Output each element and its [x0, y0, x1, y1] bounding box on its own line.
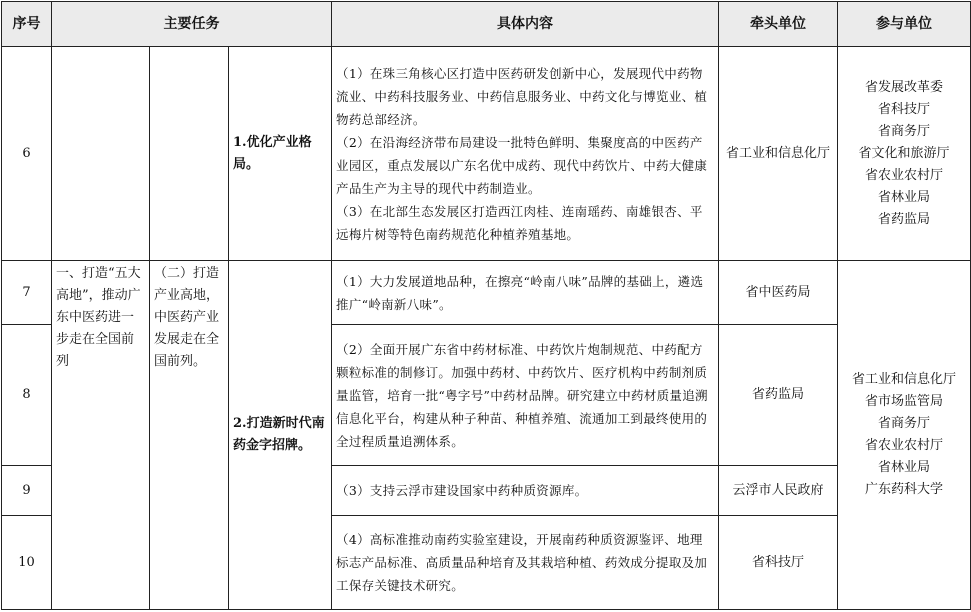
- row-seq: 9: [2, 466, 52, 516]
- lead-unit: 省药监局: [719, 325, 838, 466]
- header-seq: 序号: [2, 2, 52, 47]
- header-main-task: 主要任务: [52, 2, 332, 47]
- participant: 省农业农村厅: [865, 167, 944, 183]
- content-paragraph: （2）全面开展广东省中药材标准、中药饮片炮制规范、中药配方颗粒标准的制修订。加强中药材、中药饮片、医疗机构中药制剂质量监管，培育一批“粤字号”中药材品牌。研究建立中药材质量追溯信息化平台，构建从种子种苗、种植养殖、流通加工到最终使用的全过程质量追溯体系。: [336, 341, 708, 449]
- participant: 省市场监管局: [865, 394, 944, 409]
- participant: 省工业和信息化厅: [852, 372, 957, 387]
- participant: 省商务厅: [878, 123, 931, 139]
- task-level1: 一、打造“五大高地”，推动广东中医药进一步走在全国前列: [52, 261, 150, 610]
- content-paragraph: （1）大力发展道地品种，在擦亮“岭南八味”品牌的基础上，遴选推广“岭南新八味”。: [336, 273, 704, 312]
- content-paragraph: （3）支持云浮市建设国家中药种质资源库。: [336, 483, 588, 498]
- row-content: [332, 47, 719, 261]
- participant-list: [838, 261, 971, 610]
- row-content: [332, 325, 719, 466]
- participant: 省林业局: [878, 189, 931, 205]
- content-paragraph: （4）高标准推动南药实验室建设，开展南药种质资源鉴评、地理标志产品标准、高质量品种培育及其栽培种植、药效成分提取及加工保存关键技术研究。: [336, 532, 708, 593]
- task-level2: （二）打造产业高地，中医药产业发展走在全国前列。: [150, 261, 229, 610]
- header-content: 具体内容: [332, 2, 719, 47]
- row-content: [332, 516, 719, 610]
- sub-task-title: 1.优化产业格局。: [229, 47, 332, 261]
- row-seq: 6: [2, 47, 52, 261]
- content-paragraph: （2）在沿海经济带布局建设一批特色鲜明、集聚度高的中医药产业园区，重点发展以广东名优中成药、现代中药饮片、中药大健康产品生产为主导的现代中药制造业。: [336, 134, 708, 196]
- sub-task-title: 2.打造新时代南药金字招牌。: [229, 261, 332, 610]
- header-lead-unit: 牵头单位: [719, 2, 838, 47]
- row-seq: 7: [2, 261, 52, 325]
- participant: 广东药科大学: [865, 482, 944, 497]
- participant: 省林业局: [878, 460, 931, 475]
- participant: 省发展改革委: [865, 79, 944, 95]
- row-seq: 10: [2, 516, 52, 610]
- header-participants: 参与单位: [838, 2, 971, 47]
- row-seq: 8: [2, 325, 52, 466]
- header-row: [2, 2, 971, 47]
- participant: 省商务厅: [878, 416, 931, 431]
- row-content: [332, 466, 719, 516]
- lead-unit: 省中医药局: [719, 261, 838, 325]
- lead-unit: 省科技厅: [719, 516, 838, 610]
- participant: 省科技厅: [878, 101, 931, 117]
- participant-list: [838, 47, 971, 261]
- task-level2-top-spacer: [150, 47, 229, 261]
- participant: 省药监局: [878, 211, 931, 227]
- content-paragraph: （3）在北部生态发展区打造西江肉桂、连南瑶药、南雄银杏、平远梅片树等特色南药规范化种植养殖基地。: [336, 203, 703, 242]
- lead-unit: 省工业和信息化厅: [719, 47, 838, 261]
- table-row: [2, 261, 971, 325]
- task-table: [1, 1, 971, 610]
- lead-unit: 云浮市人民政府: [719, 466, 838, 516]
- content-paragraph: （1）在珠三角核心区打造中医药研发创新中心，发展现代中药物流业、中药科技服务业、中药信息服务业、中药文化与博览业、植物药总部经济。: [336, 65, 708, 127]
- table-row: [2, 47, 971, 261]
- row-content: [332, 261, 719, 325]
- participant: 省农业农村厅: [865, 438, 944, 453]
- task-level1-top-spacer: [52, 47, 150, 261]
- participant: 省文化和旅游厅: [858, 145, 950, 161]
